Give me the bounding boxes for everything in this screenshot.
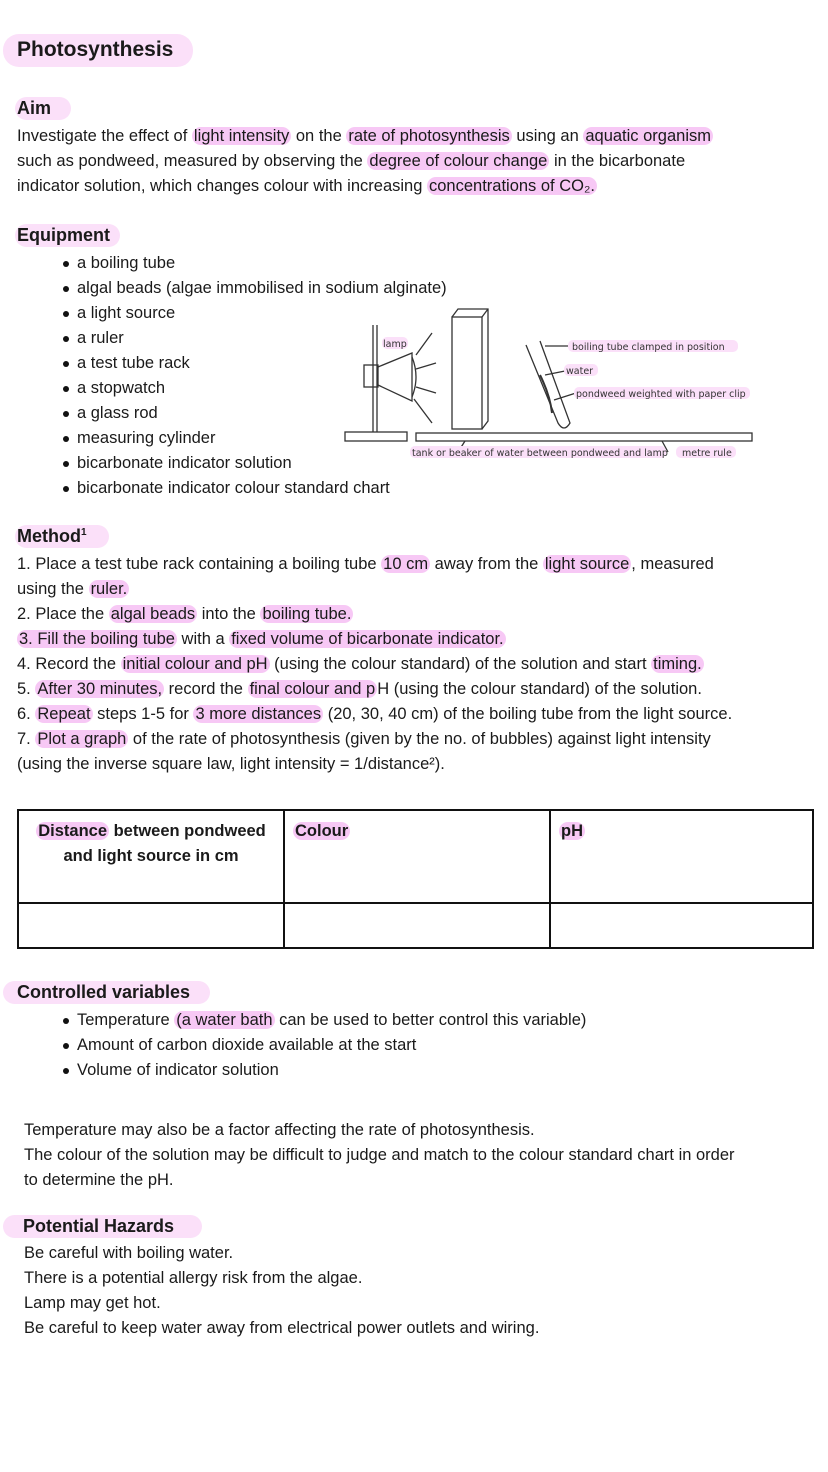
text-segment: in the bicarbonate — [549, 152, 686, 170]
text-segment: , measured — [631, 555, 714, 573]
header-distance — [18, 810, 284, 903]
results-table — [17, 809, 814, 949]
text-segment: using an — [511, 127, 584, 145]
note-line: to determine the pH. — [24, 1171, 174, 1189]
highlighted-text: light intensity — [193, 127, 290, 145]
list-item — [17, 1008, 586, 1033]
highlighted-text: 3 more distances — [195, 705, 322, 723]
header-ph — [550, 810, 813, 903]
equipment-item: a light source — [17, 301, 447, 326]
highlighted-text: (a water bath — [176, 1011, 273, 1029]
text-segment: on the — [291, 127, 347, 145]
highlighted-text: 10 cm — [383, 555, 429, 573]
highlighted-text: After 30 minutes, — [37, 680, 163, 698]
equipment-heading: Equipment — [15, 224, 120, 247]
list-item — [17, 1033, 586, 1058]
hazard-line: There is a potential allergy risk from the algae. — [24, 1269, 363, 1287]
highlighted-text: aquatic organism — [585, 127, 711, 145]
page-title: Photosynthesis — [3, 34, 193, 67]
highlighted-text: ruler. — [90, 580, 128, 598]
equipment-item: a glass rod — [17, 401, 447, 426]
text-segment: 4. Record the — [17, 655, 121, 673]
method-step-line — [17, 702, 732, 727]
hazards-heading: Potential Hazards — [3, 1215, 202, 1238]
equipment-item: a stopwatch — [17, 376, 447, 401]
hazard-line: Be careful to keep water away from electrical power outlets and wiring. — [24, 1319, 540, 1337]
equipment-item: a ruler — [17, 326, 447, 351]
table-cell[interactable] — [550, 903, 813, 948]
text-segment: 2. Place the — [17, 605, 109, 623]
highlighted-text: 3. Fill the boiling tube — [19, 630, 175, 648]
highlighted-text: pH — [561, 822, 583, 840]
tank-icon — [452, 317, 482, 429]
text-segment: into the — [197, 605, 261, 623]
highlighted-text: light source — [544, 555, 630, 573]
text-segment: away from the — [430, 555, 543, 573]
text-segment: (using the colour standard) of the solution and start — [269, 655, 652, 673]
highlighted-text: concentrations of CO₂. — [428, 177, 595, 195]
label-water: water — [566, 366, 594, 377]
text-segment: using the — [17, 580, 89, 598]
label-boiling-tube: boiling tube clamped in position — [572, 342, 725, 353]
label-lamp: lamp — [383, 339, 407, 350]
text-segment: Temperature — [77, 1011, 175, 1029]
table-cell[interactable] — [284, 903, 550, 948]
text-segment: 5. — [17, 680, 36, 698]
method-step-line — [17, 552, 714, 577]
text-segment: H (using the colour standard) of the solution. — [377, 680, 702, 698]
equipment-item: bicarbonate indicator solution — [17, 451, 447, 476]
text-segment: steps 1-5 for — [92, 705, 194, 723]
method-step-line — [17, 652, 704, 677]
controlled-heading: Controlled variables — [3, 981, 210, 1004]
text-segment: indicator solution, which changes colour with increasing — [17, 177, 427, 195]
text-segment: (using the inverse square law, light intensity = 1/distance²). — [17, 755, 445, 773]
method-step-line — [17, 602, 353, 627]
highlighted-text: final colour and p — [249, 680, 376, 698]
method-step-line — [17, 727, 711, 752]
note-line: The colour of the solution may be difficult to judge and match to the colour standard chart in order — [24, 1146, 735, 1164]
aim-line — [17, 174, 597, 199]
text-segment: such as pondweed, measured by observing the — [17, 152, 368, 170]
text-segment: 6. — [17, 705, 36, 723]
method-step-line — [17, 577, 129, 602]
text-segment: 1. Place a test tube rack containing a boiling tube — [17, 555, 382, 573]
boiling-tube-icon — [526, 341, 570, 428]
note-line: Temperature may also be a factor affecting the rate of photosynthesis. — [24, 1121, 535, 1139]
equipment-item: a test tube rack — [17, 351, 447, 376]
aim-line — [17, 124, 713, 149]
header-colour — [284, 810, 550, 903]
controlled-list — [17, 1008, 586, 1083]
text-segment: Investigate the effect of — [17, 127, 192, 145]
highlighted-text: fixed volume of bicarbonate indicator. — [231, 630, 504, 648]
aim-line — [17, 149, 685, 174]
method-step-line — [17, 627, 506, 652]
text-segment: Amount of carbon dioxide available at the start — [77, 1036, 417, 1054]
text-segment: between pondweed and light source in cm — [63, 822, 266, 865]
stand-base — [345, 432, 407, 441]
equipment-item: measuring cylinder — [17, 426, 447, 451]
apparatus-diagram — [340, 305, 760, 465]
text-segment: record the — [164, 680, 248, 698]
highlighted-text: initial colour and pH — [122, 655, 268, 673]
method-heading-text: Method — [17, 526, 81, 546]
table-cell[interactable] — [18, 903, 284, 948]
hazard-line: Lamp may get hot. — [24, 1294, 161, 1312]
label-pondweed: pondweed weighted with paper clip — [576, 389, 746, 400]
highlighted-text: Repeat — [37, 705, 91, 723]
text-segment: with a — [176, 630, 230, 648]
label-tank: tank or beaker of water between pondweed and lamp — [412, 448, 668, 459]
text-segment: 7. — [17, 730, 36, 748]
highlighted-text: Distance — [38, 822, 107, 840]
text-segment: (20, 30, 40 cm) of the boiling tube from the light source. — [323, 705, 733, 723]
lamp-icon — [378, 353, 412, 401]
highlighted-text: algal beads — [110, 605, 196, 623]
label-metre-rule: metre rule — [682, 448, 732, 459]
text-segment: Volume of indicator solution — [77, 1061, 279, 1079]
highlighted-text: boiling tube. — [262, 605, 352, 623]
list-item — [17, 1058, 586, 1083]
equipment-item: bicarbonate indicator colour standard chart — [17, 476, 447, 501]
method-step-line — [17, 677, 702, 702]
equipment-item: algal beads (algae immobilised in sodium alginate) — [17, 276, 447, 301]
text-segment: can be used to better control this variable) — [274, 1011, 587, 1029]
text-segment: of the rate of photosynthesis (given by the no. of bubbles) against light intensity — [128, 730, 711, 748]
footnote-marker: 1 — [80, 527, 87, 538]
hazard-line: Be careful with boiling water. — [24, 1244, 234, 1262]
equipment-item: a boiling tube — [17, 251, 447, 276]
method-heading — [15, 525, 109, 548]
highlighted-text: rate of photosynthesis — [348, 127, 510, 145]
method-step-line — [17, 752, 445, 777]
highlighted-text: Plot a graph — [37, 730, 127, 748]
highlighted-text: timing. — [653, 655, 702, 673]
highlighted-text: Colour — [295, 822, 349, 840]
highlighted-text: degree of colour change — [369, 152, 548, 170]
aim-heading: Aim — [15, 97, 71, 120]
